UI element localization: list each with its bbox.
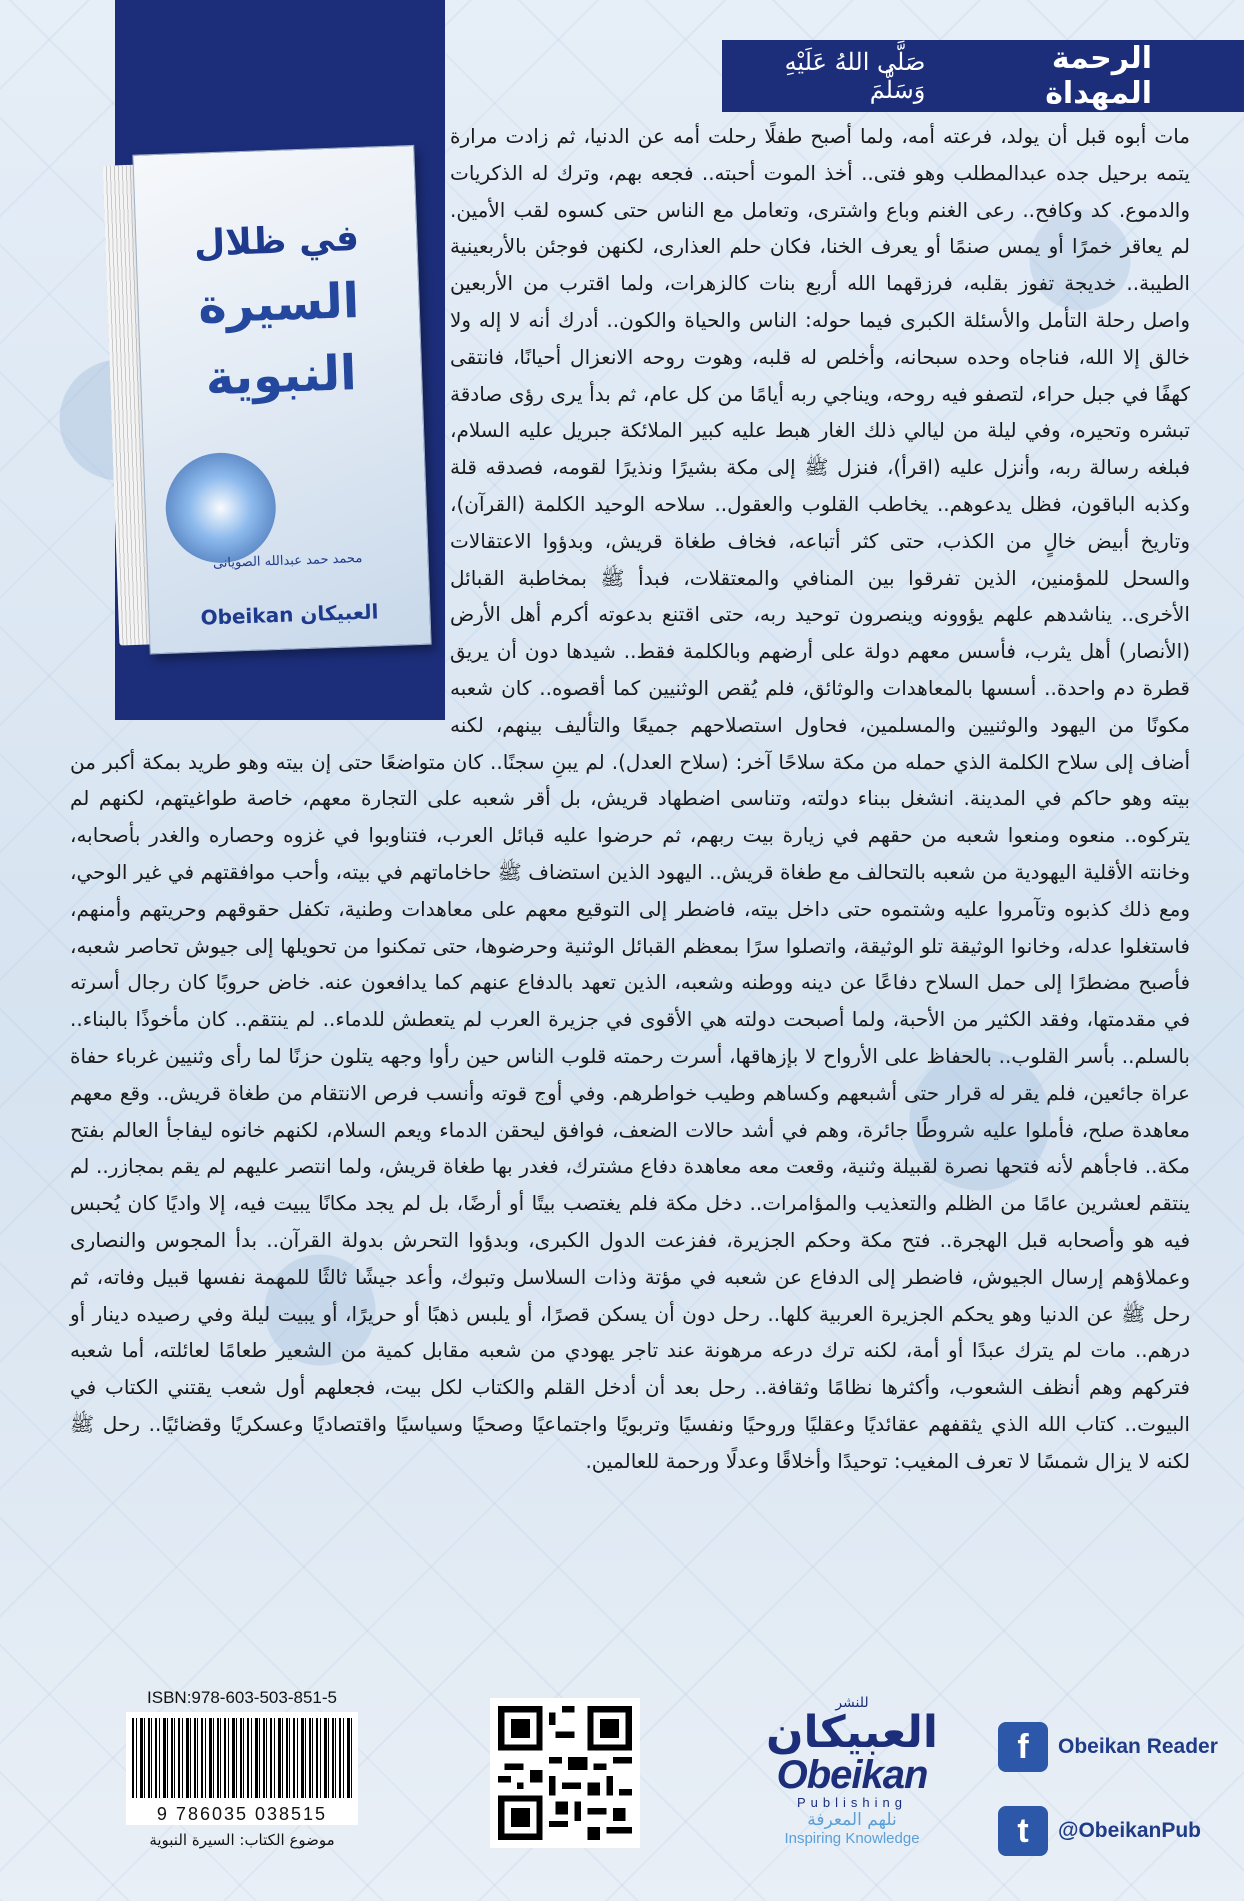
body-text	[70, 118, 1190, 1479]
facebook-label: Obeikan Reader	[1058, 1735, 1218, 1758]
qr-code	[490, 1698, 640, 1848]
publisher-label: للنشر	[835, 1695, 869, 1711]
title-banner	[722, 40, 1244, 112]
twitter-link[interactable]	[998, 1806, 1244, 1856]
barcode-digits: 9 786035 038515	[126, 1804, 358, 1825]
cover-title-line1: السيرة	[197, 272, 361, 335]
barcode	[126, 1712, 358, 1804]
facebook-link[interactable]	[998, 1722, 1244, 1772]
publisher-logo	[752, 1695, 952, 1847]
facebook-icon: f	[998, 1722, 1048, 1772]
body-paragraph: مات أبوه قبل أن يولد، فرعته أمه، ولما أصبح طفلًا رحلت أمه عن الدنيا، ثم زادت مرارة يتمه برحيل جده عبدالمطلب وهو فتى.. أخذ الموت أحبته.. فجعه بهم، وترك له الذكريات والدموع. كد وكافح.. رعى الغنم وباع واشترى، وتعامل مع الناس حتى كسوه لقب الأمين. لم يعاقر خمرًا أو يمس صنمًا أو يعرف الخنا، فكان حلم العذارى، لكنهن فوجئن بالأربعينية الطيبة.. خديجة تفوز بقلبه، فرزقهما الله أربع بنات كالزهرات، ولما اقترب من الأربعين واصل رحلة التأمل والأسئلة الكبرى فيما حوله: الناس والحياة والكون.. أدرك أنه لا إله ولا خالق إلا الله، فناجاه وحده سبحانه، وأخلص له قلبه، وهوت روحه الانعزال أحيانًا، فانتقى كهفًا في جبل حراء، لتصفو فيه روحه، ويناجي ربه أيامًا من كل عام، ثم بدأ يرى رؤى صادقة تبشره وتحيره، وفي ليلة من ليالي ذلك الغار هبط عليه كبير الملائكة جبريل عليه السلام، فبلغه رسالة ربه، وأنزل عليه (اقرأ)، فنزل ﷺ إلى مكة بشيرًا ونذيرًا لقومه، فصدقه قلة وكذبه الباقون، فظل يدعوهم.. يخاطب القلوب والعقول.. سلاحه الوحيد الكلمة (القرآن)، وتاريخ أبيض خالٍ من الكذب، حتى كثر أتباعه، فخاف طغاة قريش، وبدؤوا الاعتقالات والسحل للمؤمنين، الذين تفرقوا بين المنافي والمعتقلات، فبدأ ﷺ بمخاطبة القبائل الأخرى.. يناشدهم علهم يؤوونه وينصرون توحيد ربه، حتى اقتنع بدعوته أكرم أهل الأرض (الأنصار) أهل يثرب، فأسس معهم دولة على أرضهم وبالكلمة فقط.. شيدها دون أن يريق قطرة دم واحدة.. أسسها بالمعاهدات والوثائق، فلم يُقص الوثنيين كما أقصوه.. كان شعبه مكونًا من اليهود والوثنيين والمسلمين، فحاول استصلاحهم جميعًا والتأليف بينهم، لكنه أضاف إلى سلاح الكلمة الذي حمله من مكة سلاحًا آخر: (سلاح العدل). لم يبنِ سجنًا.. كان متواضعًا حتى إن بيته وهو طريد بمكة أكبر من بيته وهو حاكم في المدينة. انشغل ببناء دولته، وتناسى اضطهاد قريش، بل أقر شعبه على التجارة معهم، خاصة طواغيتهم، لكنهم لم يتركوه.. منعوه ومنعوا شعبه من حقهم في زيارة بيت ربهم، ثم حرضوا عليه قبائل العرب، فتناوبوا في غزوه وحصاره والغدر بأصحابه، وخانته الأقلية اليهودية من شعبه بالتحالف مع طغاة قريش.. اليهود الذين استضاف ﷺ حاخاماتهم في بيته، وأحب موافقتهم في غير الوحي، ومع ذلك كذبوه وتآمروا عليه وشتموه حتى داخل بيته، فاضطر إلى التوقيع معهم على معاهدات وطنية، تكفل حقوقهم وحريتهم وأمنهم، فاستغلوا عدله، وخانوا الوثيقة تلو الوثيقة، واتصلوا سرًا بمعظم القبائل الوثنية وحرضوها، حتى تمكنوا من تحويلها إلى جيوش تحاصر شعبه، فأصبح مضطرًا إلى حمل السلاح دفاعًا عن دينه ووطنه وشعبه، الذين تعهد بالدفاع عنهم كما يدافعون عنه. خاض حروبًا كان رجال أسرته في مقدمتها، وفقد الكثير من الأحبة، ولما أصبحت دولته هي الأقوى في جزيرة العرب لم يتعطش للدماء.. لم ينتقم.. كان مأخوذًا بالبناء.. بالسلم.. بأسر القلوب.. بالحفاظ على الأرواح لا بإزهاقها، أسرت رحمته قلوب الناس حين رأوا وجهه يتلون حزنًا لما رأى وثنيين غرباء حفاة عراة جائعين، فلم يقر له قرار حتى أشبعهم وكساهم وطيب خواطرهم. وفي أوج قوته وأنسب فرص الانتقام من طغاة قريش.. وقع معهم معاهدة صلح، فأملوا عليه شروطًا جائرة، وهم في أشد حالات الضعف، فوافق ليحقن الدماء ويعم السلام، لكنهم خانوه ليفاجأ العالم بفتح مكة.. فاجأهم لأنه فتحها نصرة لقبيلة وثنية، وقعت معه معاهدة دفاع مشترك، فغدر بها طغاة قريش، ولما انتصر عليهم لم يقم بمجازر.. لم ينتقم لعشرين عامًا من الظلم والتعذيب والمؤامرات.. دخل مكة فلم يغتصب بيتًا أو أرضًا، بل لم يجد مكانًا يبيت فيه، إلا واديًا كان يُحبس فيه هو وأصحابه قبل الهجرة.. فتح مكة وحكم الجزيرة، ففزعت الدول الكبرى، وبدؤوا التحرش بدولة القرآن.. بدأ المجوس والنصارى وعملاؤهم إرسال الجيوش، فاضطر إلى الدفاع عن شعبه في مؤتة وذات السلاسل وتبوك، وأعد جيشًا ثالثًا للمهمة نفسها قبيل وفاته، ثم رحل ﷺ عن الدنيا وهو يحكم الجزيرة العربية كلها.. رحل دون أن يسكن قصرًا، أو يلبس ذهبًا أو حريرًا، أو يبيت ليلة وفي رصيده دينار أو درهم.. مات لم يترك عبدًا أو أمة، لكنه ترك درعه مرهونة عند تاجر يهودي من شعبه مقابل كمية من الشعير طعامًا لعائلته، أما شعبه فتركهم وهم أنظف الشعوب، وأكثرها نظامًا وثقافة.. رحل بعد أن أدخل القلم والكتاب لكل بيت، فجعلهم أول شعب يقتني الكتاب في البيوت.. كتاب الله الذي يثقفهم عقائديًا وعقليًا وروحيًا ونفسيًا وتربويًا واجتماعيًا وصحيًا وسياسيًا واقتصاديًا وعسكريًا وقضائيًا.. رحل ﷺ لكنه لا يزال شمسًا لا تعرف المغيب: توحيدًا وأخلاقًا وعدلًا ورحمة للعالمين.	[70, 124, 1190, 1473]
page-title: الرحمة المهداة	[1045, 41, 1152, 111]
isbn-block	[126, 1688, 358, 1849]
twitter-label: @ObeikanPub	[1058, 1819, 1202, 1842]
publisher-tagline-ar: نلهم المعرفة	[807, 1810, 897, 1830]
publisher-publishing: Publishing	[797, 1795, 907, 1810]
cover-top-phrase: في ظلال	[193, 217, 360, 265]
cover-author: محمد حمد عبدالله الصويانى	[212, 550, 363, 572]
honorific-calligraphy: صَلَّى اللهُ عَلَيْهِ وَسَلَّمَ	[784, 48, 926, 104]
cover-title-line2: النبوية	[204, 344, 358, 406]
publisher-name-ar: العبيكان	[765, 1707, 939, 1758]
cover-publisher-logo: العبيكان Obeikan	[200, 599, 379, 630]
book-subject: موضوع الكتاب: السيرة النبوية	[149, 1831, 335, 1849]
isbn-label: ISBN:978-603-503-851-5	[147, 1688, 337, 1707]
social-links	[998, 1722, 1244, 1890]
publisher-tagline-en: Inspiring Knowledge	[784, 1830, 920, 1847]
cover-spacer	[70, 118, 450, 728]
twitter-icon: t	[998, 1806, 1048, 1856]
publisher-name-en: Obeikan	[776, 1753, 928, 1797]
